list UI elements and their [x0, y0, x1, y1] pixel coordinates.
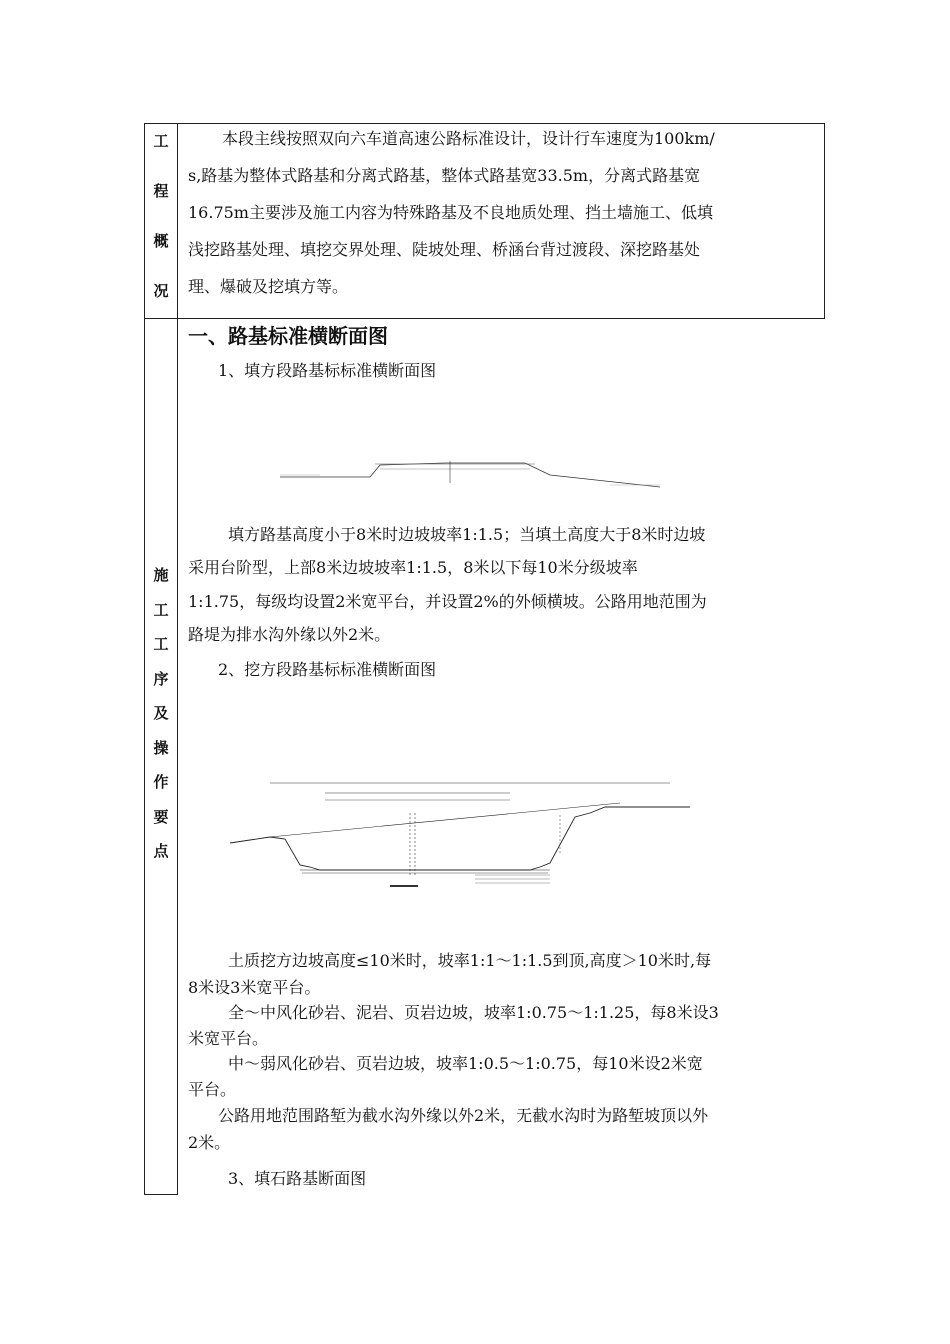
cut-line: 2米。 [188, 1133, 231, 1152]
overview-label-char: 工 [153, 132, 169, 150]
procedure-label-char: 及 [153, 704, 169, 722]
overview-line: 本段主线按照双向六车道高速公路标准设计，设计行车速度为100km/ [222, 129, 715, 148]
fill-line: 路堤为排水沟外缘以外2米。 [188, 625, 391, 644]
table-bottom-border [144, 1194, 178, 1195]
overview-label-char: 程 [153, 182, 169, 200]
overview-line: 浅挖路基处理、填挖交界处理、陡坡处理、桥涵台背过渡段、深挖路基处 [188, 240, 701, 259]
procedure-label-char: 要 [153, 807, 169, 826]
procedure-label-char: 工 [153, 635, 169, 653]
procedure-label-char: 点 [153, 842, 169, 860]
cut-line: 全～中风化砂岩、泥岩、页岩边坡，坡率1:0.75～1:1.25，每8米设3 [228, 1003, 719, 1022]
cut-line: 公路用地范围路堑为截水沟外缘以外2米，无截水沟时为路堑坡顶以外 [218, 1106, 709, 1125]
cut-line: 中～弱风化砂岩、页岩边坡，坡率1:0.5～1:0.75，每10米设2米宽 [228, 1054, 703, 1073]
row-divider [144, 318, 825, 319]
subheading-rockfill: 3、填石路基断面图 [228, 1169, 367, 1188]
overview-label-char: 概 [153, 232, 169, 250]
section-heading: 一、路基标准横断面图 [188, 324, 388, 348]
table-right-border-overview [824, 123, 825, 319]
fill-line: 1:1.75，每级均设置2米宽平台，并设置2%的外倾横坡。公路用地范围为 [188, 592, 707, 611]
overview-label-char: 况 [153, 282, 169, 300]
overview-line: s,路基为整体式路基和分离式路基，整体式路基宽33.5m，分离式路基宽 [188, 166, 701, 185]
procedure-label-char: 施 [153, 566, 169, 584]
cut-cross-section-drawing [230, 775, 690, 925]
procedure-label-char: 操 [153, 738, 169, 757]
cut-line: 平台。 [188, 1080, 237, 1099]
label-column-divider [177, 123, 178, 1195]
cut-line: 8米设3米宽平台。 [188, 978, 321, 997]
overview-label [146, 131, 176, 331]
procedure-label-char: 作 [153, 773, 169, 791]
fill-line: 采用台阶型，上部8米边坡坡率1:1.5，8米以下每10米分级坡率 [188, 558, 638, 577]
cut-line: 米宽平台。 [188, 1029, 269, 1048]
procedure-label-char: 工 [153, 600, 169, 619]
cut-line: 土质挖方边坡高度≤10米时，坡率1:1～1:1.5到顶,高度＞10米时,每 [228, 951, 712, 970]
overview-line: 16.75m主要涉及施工内容为特殊路基及不良地质处理、挡土墙施工、低填 [188, 203, 713, 222]
table-left-border [144, 123, 145, 1195]
procedure-label [146, 564, 176, 875]
subheading-cut: 2、挖方段路基标标准横断面图 [218, 660, 437, 679]
overview-line: 理、爆破及挖填方等。 [188, 277, 349, 296]
subheading-fill: 1、填方段路基标标准横断面图 [218, 361, 437, 380]
fill-line: 填方路基高度小于8米时边坡坡率1:1.5；当填土高度大于8米时边坡 [228, 525, 706, 544]
fill-cross-section-drawing [280, 455, 680, 495]
procedure-label-char: 序 [153, 669, 169, 688]
